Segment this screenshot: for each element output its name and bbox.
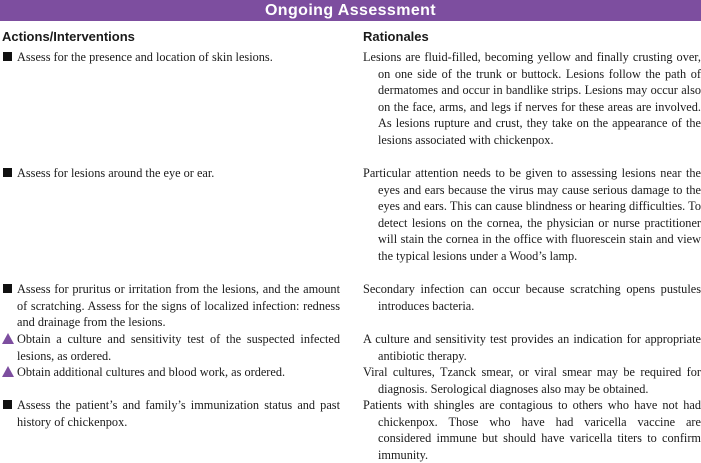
rationale-text: Particular attention needs to be given to assessing lesions near the eyes and ears because the virus may cause serious damage to the eyes and ears. This can cause blindness or hearing difficulties. To detect lesions on the cornea, the physician or nurse practitioner will stain the cornea in the office with fluorescein stain and view the typical lesions under a Wood’s lamp. xyxy=(363,166,701,263)
rationale-item xyxy=(363,165,701,264)
rationale-item xyxy=(363,49,701,148)
action-text: Assess for the presence and location of skin lesions. xyxy=(17,50,273,64)
action-text: Assess for lesions around the eye or ear. xyxy=(17,166,215,180)
square-bullet-icon xyxy=(2,49,14,65)
action-item xyxy=(0,364,340,381)
triangle-bullet-icon xyxy=(2,331,14,347)
action-text: Obtain a culture and sensitivity test of the suspected infected lesions, as ordered. xyxy=(17,332,340,363)
action-text: Assess for pruritus or irritation from the lesions, and the amount of scratching. Assess for the signs of localized infection: redness and drainage from the lesions. xyxy=(17,282,340,329)
rationale-text: Lesions are fluid-filled, becoming yellow and finally crusting over, on one side of the trunk or buttock. Lesions follow the path of dermatomes and occur in bandlike strips. Lesions may occur also on the face, arms, and legs if nerves for these areas are involved. As lesions rupture and crust, they take on the appearance of the lesions associated with chickenpox. xyxy=(363,50,701,147)
action-item xyxy=(0,397,340,430)
rationale-text: Patients with shingles are contagious to others who have not had chickenpox. Those who have had varicella vaccine are considered immune but should have varicella titers to confirm immunity. xyxy=(363,398,701,462)
rationale-item xyxy=(363,331,701,364)
rationale-item xyxy=(363,281,701,314)
square-bullet-icon xyxy=(2,281,14,297)
rationale-text: Viral cultures, Tzanck smear, or viral smear may be required for diagnosis. Serological diagnoses also may be obtained. xyxy=(363,365,701,396)
rationales-column-header: Rationales xyxy=(363,29,429,44)
action-text: Obtain additional cultures and blood work, as ordered. xyxy=(17,365,286,379)
action-item xyxy=(0,165,340,182)
square-bullet-icon xyxy=(2,165,14,181)
actions-column-header: Actions/Interventions xyxy=(2,29,135,44)
rationale-text: Secondary infection can occur because scratching opens pustules introduces bacteria. xyxy=(363,282,701,313)
section-banner: Ongoing Assessment xyxy=(0,0,701,21)
rationale-item xyxy=(363,397,701,463)
rationale-text: A culture and sensitivity test provides an indication for appropriate antibiotic therapy. xyxy=(363,332,701,363)
triangle-bullet-icon xyxy=(2,364,14,380)
rationale-item xyxy=(363,364,701,397)
action-item xyxy=(0,331,340,364)
action-text: Assess the patient’s and family’s immunization status and past history of chickenpox. xyxy=(17,398,340,429)
action-item xyxy=(0,281,340,331)
action-item xyxy=(0,49,340,66)
square-bullet-icon xyxy=(2,397,14,413)
